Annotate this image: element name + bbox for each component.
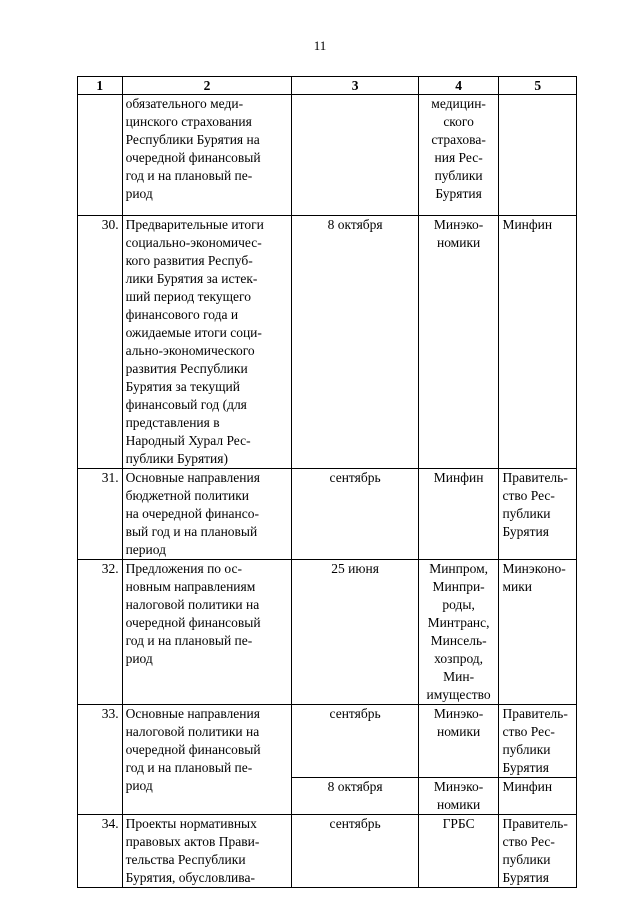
row-executor: ГРБС — [418, 815, 499, 888]
table-row — [78, 560, 577, 705]
row-executor: Минпром, Минпри- роды, Минтранс, Минсель- хозпрод, Мин- имущество — [418, 560, 499, 705]
row-executor: медицин- ского страхова- ния Рес- публики Бурятия — [418, 95, 499, 216]
table-row — [78, 705, 577, 778]
table-row — [78, 216, 577, 469]
row-recipient: Правитель- ство Рес- публики Бурятия — [499, 469, 577, 560]
table-header-row — [78, 77, 577, 95]
row-deadline: сентябрь — [292, 469, 418, 560]
row-recipient — [499, 95, 577, 216]
row-deadline: 25 июня — [292, 560, 418, 705]
table-row — [78, 815, 577, 888]
row-executor: Минфин — [418, 469, 499, 560]
header-col-4: 4 — [418, 77, 499, 95]
table-row — [78, 95, 577, 216]
row-description: Предложения по ос- новным направлениям налоговой политики на очередной финансовый год и на плановый пе- риод — [122, 560, 292, 705]
row-recipient: Минфин — [499, 778, 577, 815]
header-col-1: 1 — [78, 77, 123, 95]
row-deadline: 8 октября — [292, 778, 418, 815]
row-number: 33. — [78, 705, 123, 815]
row-recipient: Минэконо- мики — [499, 560, 577, 705]
page-number: 11 — [313, 38, 327, 53]
row-description: Проекты нормативных правовых актов Прави- тельства Республики Бурятия, обусловлива- — [122, 815, 292, 888]
row-number: 34. — [78, 815, 123, 888]
row-deadline: сентябрь — [292, 815, 418, 888]
table-row — [78, 469, 577, 560]
row-description: обязательного меди- цинского страхования Республики Бурятия на очередной финансовый год и на плановый пе- риод — [122, 95, 292, 216]
row-deadline: сентябрь — [292, 705, 418, 778]
row-executor: Минэко- номики — [418, 778, 499, 815]
row-executor: Минэко- номики — [418, 705, 499, 778]
row-number: 31. — [78, 469, 123, 560]
row-number — [78, 95, 123, 216]
header-col-2: 2 — [122, 77, 292, 95]
row-deadline — [292, 95, 418, 216]
row-recipient: Минфин — [499, 216, 577, 469]
plan-table — [77, 76, 577, 888]
row-executor: Минэко- номики — [418, 216, 499, 469]
row-description: Основные направления бюджетной политики на очередной финансо- вый год и на плановый период — [122, 469, 292, 560]
row-deadline: 8 октября — [292, 216, 418, 469]
header-col-5: 5 — [499, 77, 577, 95]
row-number: 32. — [78, 560, 123, 705]
row-number: 30. — [78, 216, 123, 469]
row-recipient: Правитель- ство Рес- публики Бурятия — [499, 705, 577, 778]
header-col-3: 3 — [292, 77, 418, 95]
row-description: Основные направления налоговой политики на очередной финансовый год и на плановый пе- риод — [122, 705, 292, 815]
row-description: Предварительные итоги социально-экономичес- кого развития Респуб- лики Бурятия за истек- ший период текущего финансового года и ожидаемые итоги соци- ально-экономического развития Республики Бурятия за текущий финансовый год (для представления в Народный Хурал Рес- публики Бурятия) — [122, 216, 292, 469]
row-recipient: Правитель- ство Рес- публики Бурятия — [499, 815, 577, 888]
